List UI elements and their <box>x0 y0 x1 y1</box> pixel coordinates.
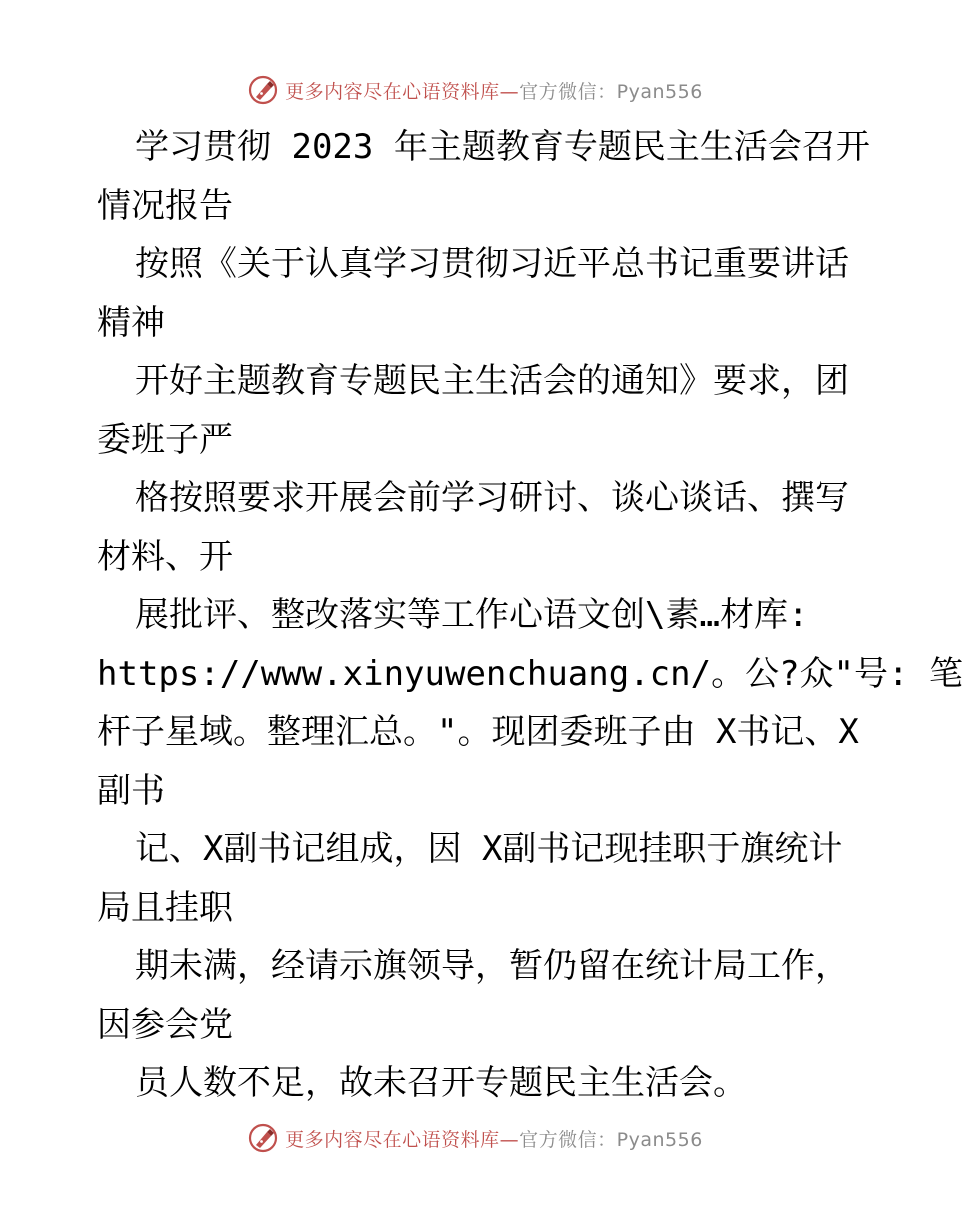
watermark-contact: 官方微信：Pyan556 <box>519 1128 703 1151</box>
text-line: 员人数不足，故未召开专题民主生活会。 <box>135 1063 747 1103</box>
watermark-text: 更多内容尽在心语资料库— <box>285 80 520 103</box>
text-line: 记、X副书记组成，因 X副书记现挂职于旗统计 <box>135 829 843 869</box>
text-line: 因参会党 <box>97 1004 233 1045</box>
text-line: 格按照要求开展会前学习研讨、谈心谈话、撰写 <box>135 478 849 518</box>
text-line: 副书 <box>97 770 165 811</box>
pen-nib-logo-icon <box>247 1122 279 1154</box>
text-line: 局且挂职 <box>97 887 233 928</box>
text-line: 学习贯彻 2023 年主题教育专题民主生活会召开 <box>135 127 870 167</box>
watermark-header <box>0 70 950 110</box>
watermark-footer <box>0 1118 950 1158</box>
text-line: 委班子严 <box>97 419 233 460</box>
watermark-contact: 官方微信：Pyan556 <box>519 80 703 103</box>
text-line: 开好主题教育专题民主生活会的通知》要求，团 <box>135 361 849 401</box>
text-line: https://www.xinyuwenchuang.cn/。公?众"号: 笔 <box>97 653 963 694</box>
text-line: 展批评、整改落实等工作心语文创\素…材库: <box>135 595 809 635</box>
text-line: 精神 <box>97 302 165 343</box>
text-line: 按照《关于认真学习贯彻习近平总书记重要讲话 <box>135 244 849 284</box>
document-body <box>97 118 963 1113</box>
text-line: 期未满，经请示旗领导，暂仍留在统计局工作， <box>135 946 849 986</box>
text-line: 情况报告 <box>97 185 233 226</box>
text-line: 杆子星域。整理汇总。"。现团委班子由 X书记、X <box>97 712 859 752</box>
text-line: 材料、开 <box>97 536 233 577</box>
watermark-text: 更多内容尽在心语资料库— <box>285 1128 520 1151</box>
pen-nib-logo-icon <box>247 74 279 106</box>
